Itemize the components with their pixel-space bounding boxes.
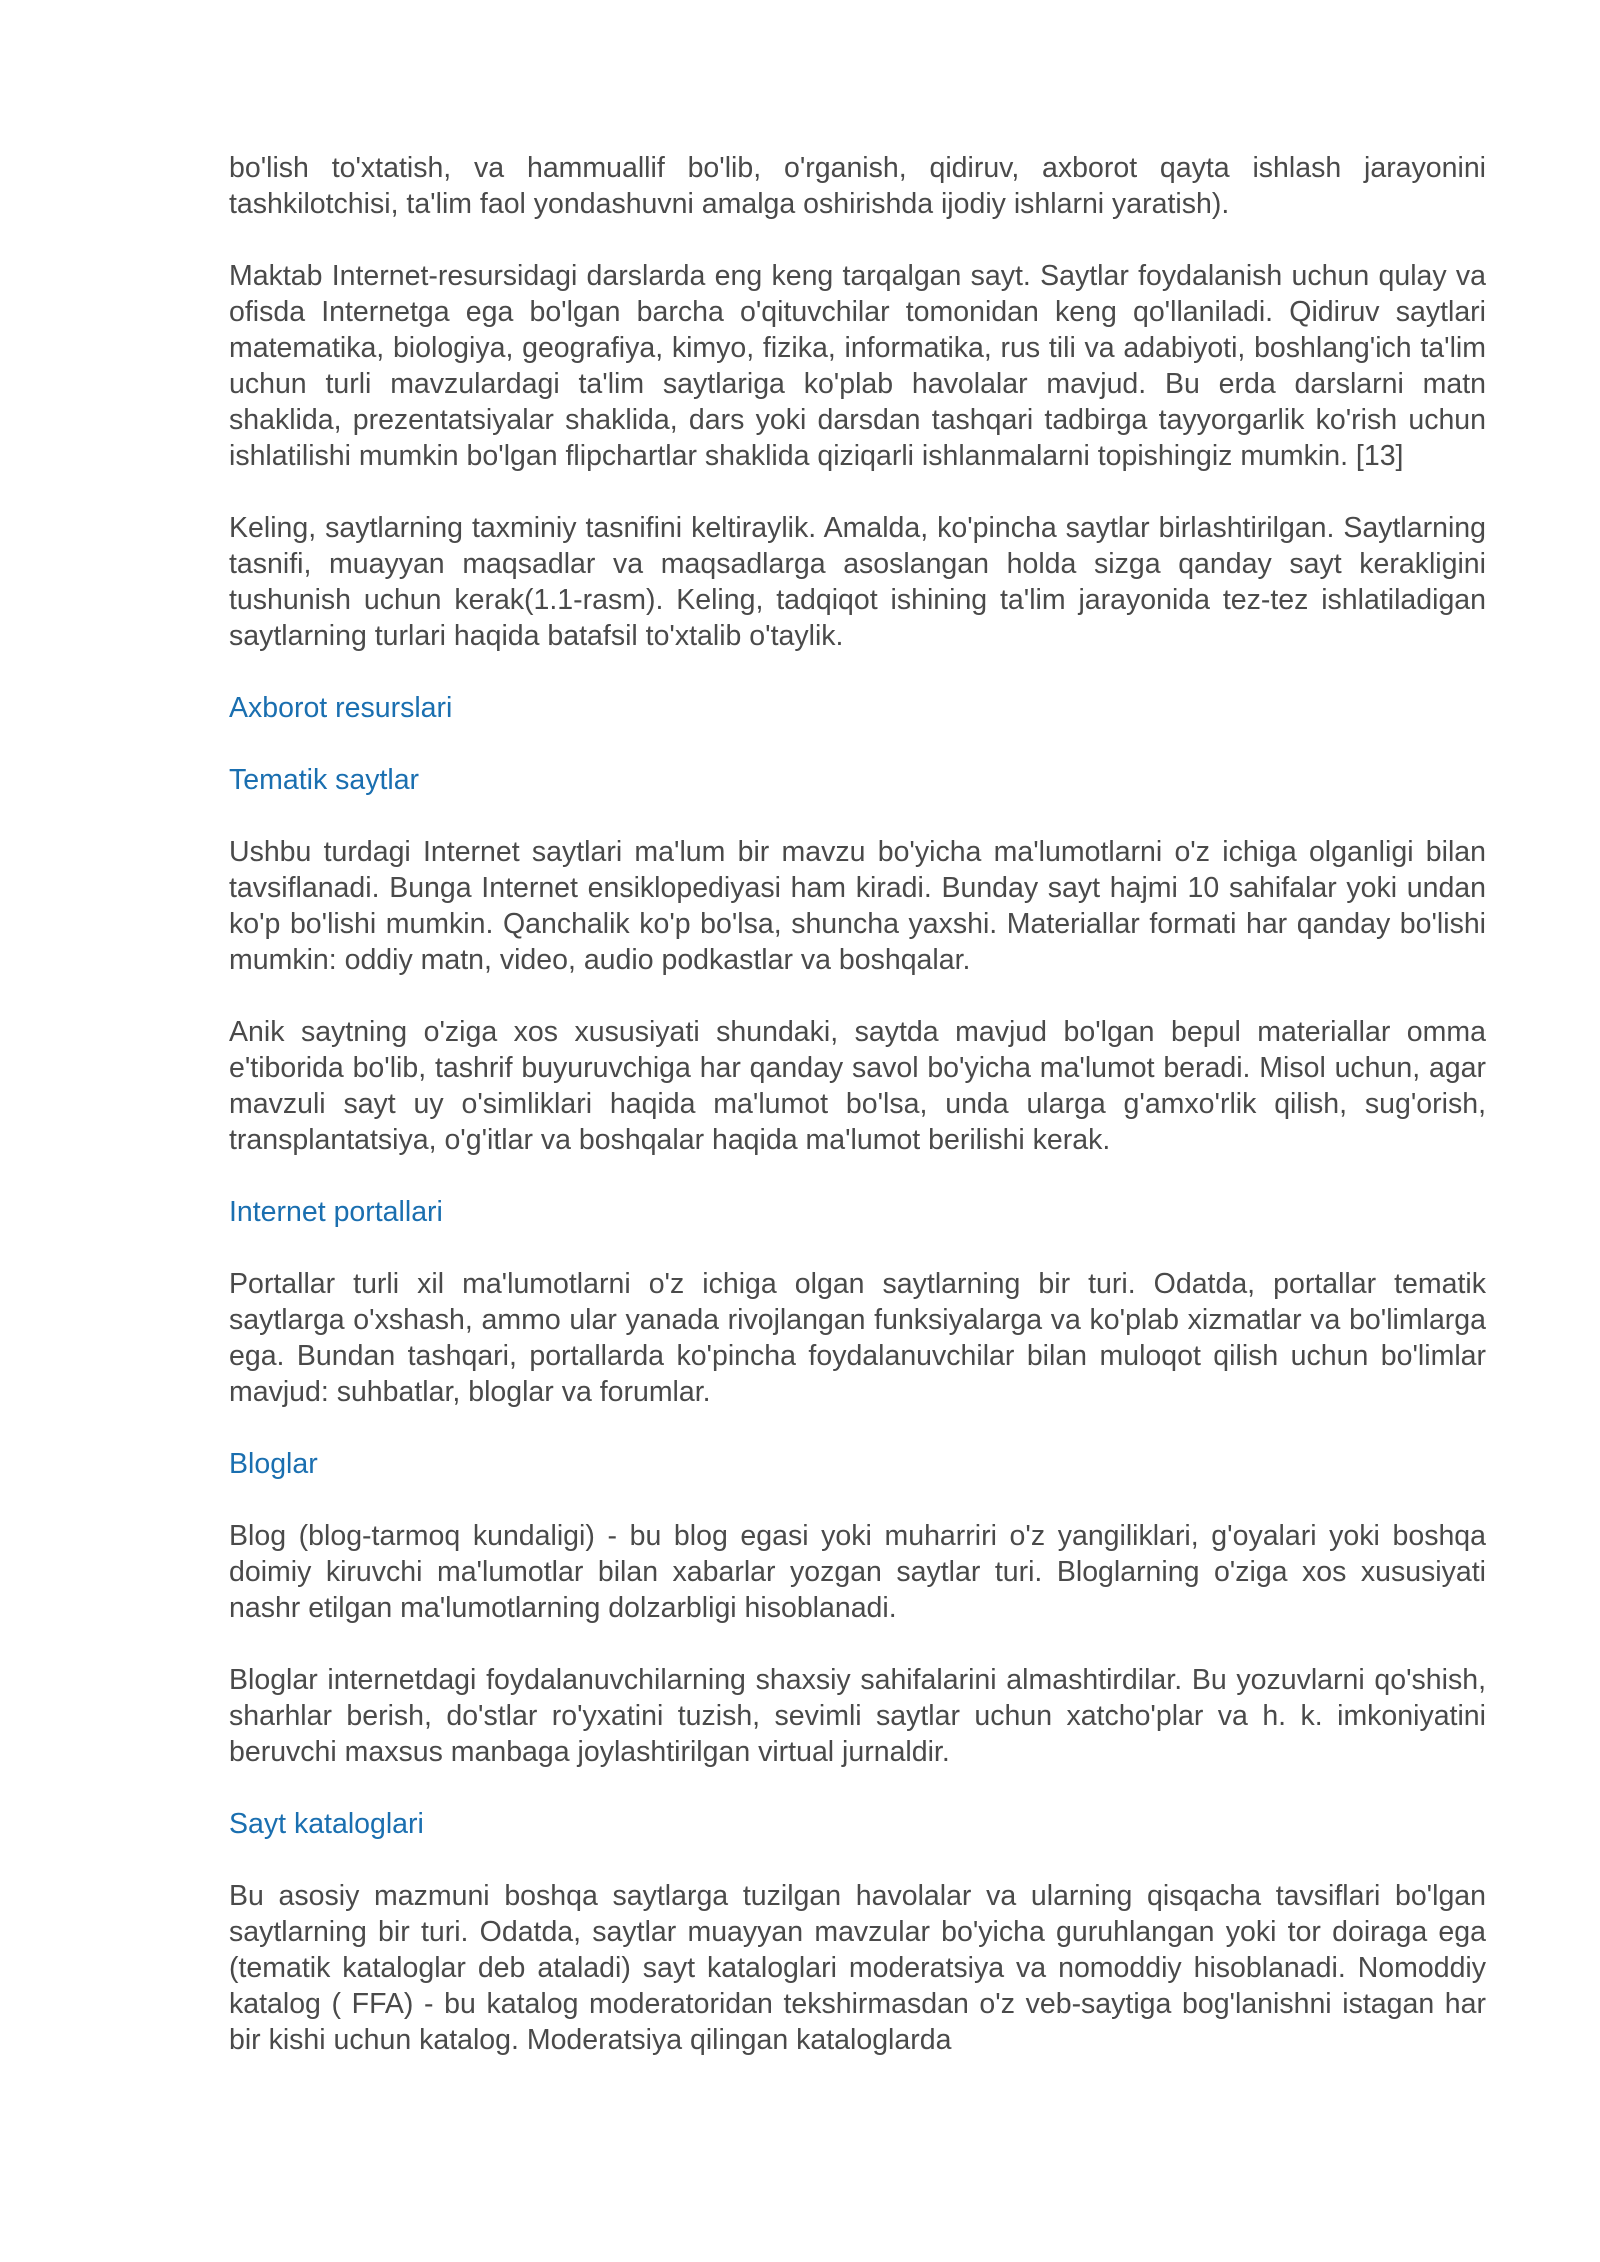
heading-sayt-kataloglari: Sayt kataloglari — [229, 1808, 424, 1840]
paragraph-portals: Portallar turli xil ma'lumotlarni o'z ichiga olgan saytlarning bir turi. Odatda, portallar tematik saytlarga o'xshash, ammo ular yanada rivojlangan funksiyalarga va ko'plab xizmatlar va bo'limlarga ega. Bundan tashqari, portallarda ko'pincha foydalanuvchilar bilan muloqot qilish uchun bo'limlar mavjud: suhbatlar, bloglar va forumlar. — [229, 1268, 1486, 1408]
paragraph-thematic-sites: Ushbu turdagi Internet saytlari ma'lum bir mavzu bo'yicha ma'lumotlarni o'z ichiga olganligi bilan tavsiflanadi. Bunga Internet ensiklopediyasi ham kiradi. Bunday sayt hajmi 10 sahifalar yoki undan ko'p bo'lishi mumkin. Qanchalik ko'p bo'lsa, shuncha yaxshi. Materiallar formati har qanday bo'lishi mumkin: oddiy matn, video, audio podkastlar va boshqalar. — [229, 836, 1486, 976]
heading-axborot-resurslari: Axborot resurslari — [229, 692, 453, 724]
document-page — [229, 150, 1486, 2094]
paragraph-intro-continuation: bo'lish to'xtatish, va hammuallif bo'lib, o'rganish, qidiruv, axborot qayta ishlash jarayonini tashkilotchisi, ta'lim faol yondashuvni amalga oshirishda ijodiy ishlarni yaratish). — [229, 152, 1486, 220]
heading-bloglar: Bloglar — [229, 1448, 318, 1480]
paragraph-site-catalogs: Bu asosiy mazmuni boshqa saytlarga tuzilgan havolalar va ularning qisqacha tavsiflari bo'lgan saytlarning bir turi. Odatda, saytlar muayyan mavzular bo'yicha guruhlangan yoki tor doiraga ega (tematik kataloglar deb ataladi) sayt kataloglari moderatsiya va nomoddiy hisoblanadi. Nomoddiy katalog ( FFA) - bu katalog moderatoridan tekshirmasdan o'z veb-saytiga bog'lanishni istagan har bir kishi uchun katalog. Moderatsiya qilingan kataloglarda — [229, 1880, 1486, 2056]
paragraph-school-internet-resources: Maktab Internet-resursidagi darslarda eng keng tarqalgan sayt. Saytlar foydalanish uchun qulay va ofisda Internetga ega bo'lgan barcha o'qituvchilar tomonidan keng qo'llaniladi. Qidiruv saytlari matematika, biologiya, geografiya, kimyo, fizika, informatika, rus tili va adabiyoti, boshlang'ich ta'lim uchun turli mavzulardagi ta'lim saytlariga ko'plab havolalar mavjud. Bu erda darslarni matn shaklida, prezentatsiyalar shaklida, dars yoki darsdan tashqari tadbirga tayyorgarlik ko'rish uchun ishlatilishi mumkin bo'lgan flipchartlar shaklida qiziqarli ishlanmalarni topishingiz mumkin. [13] — [229, 260, 1486, 472]
heading-tematik-saytlar: Tematik saytlar — [229, 764, 420, 796]
paragraph-blogs-personal-pages: Bloglar internetdagi foydalanuvchilarning shaxsiy sahifalarini almashtirdilar. Bu yozuvlarni qo'shish, sharhlar berish, do'stlar ro'yxatini tuzish, sevimli saytlar uchun xatcho'plar va h. k. imkoniyatini beruvchi maxsus manbaga joylashtirilgan virtual jurnaldir. — [229, 1664, 1486, 1768]
heading-internet-portallari: Internet portallari — [229, 1196, 443, 1228]
paragraph-site-classification: Keling, saytlarning taxminiy tasnifini keltiraylik. Amalda, ko'pincha saytlar birlashtirilgan. Saytlarning tasnifi, muayyan maqsadlar va maqsadlarga asoslangan holda sizga qanday sayt kerakligini tushunish uchun kerak(1.1-rasm). Keling, tadqiqot ishining ta'lim jarayonida tez-tez ishlatiladigan saytlarning turlari haqida batafsil to'xtalib o'taylik. — [229, 512, 1486, 652]
paragraph-blogs-definition: Blog (blog-tarmoq kundaligi) - bu blog egasi yoki muharriri o'z yangiliklari, g'oyalari yoki boshqa doimiy kiruvchi ma'lumotlar bilan xabarlar yozgan saytlar turi. Bloglarning o'ziga xos xususiyati nashr etilgan ma'lumotlarning dolzarbligi hisoblanadi. — [229, 1520, 1486, 1624]
paragraph-thematic-sites-features: Anik saytning o'ziga xos xususiyati shundaki, saytda mavjud bo'lgan bepul materiallar omma e'tiborida bo'lib, tashrif buyuruvchiga har qanday savol bo'yicha ma'lumot beradi. Misol uchun, agar mavzuli sayt uy o'simliklari haqida ma'lumot bo'lsa, unda ularga g'amxo'rlik qilish, sug'orish, transplantatsiya, o'g'itlar va boshqalar haqida ma'lumot berilishi kerak. — [229, 1016, 1486, 1156]
